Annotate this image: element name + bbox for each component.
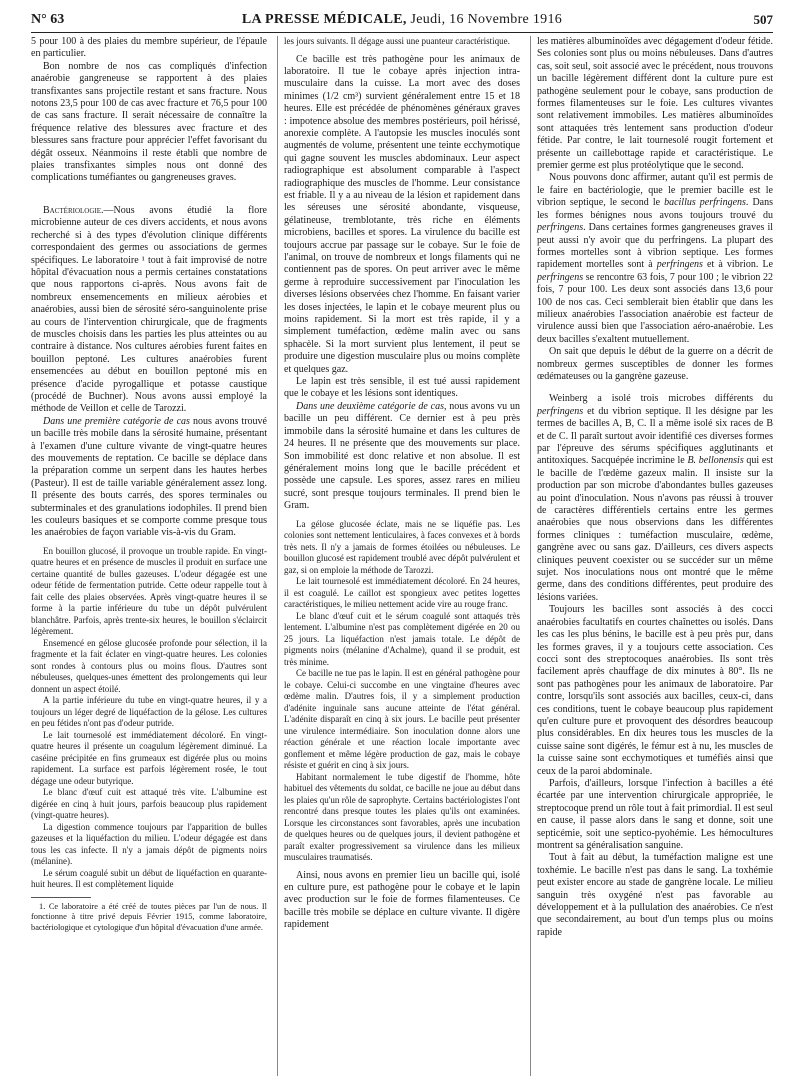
category-heading: Dans une première catégorie de cas	[43, 415, 190, 427]
species-name: perfringens	[537, 222, 584, 234]
paragraph-text: . Dans les formes bénignes nous avons toujours trouvé du	[537, 197, 773, 221]
paragraph: Le lapin est très sensible, il est tué aussi rapidement que le cobaye et les lésions sont identiques.	[284, 376, 520, 400]
paragraph-text: nous avons trouvé un bacille très mobile dans la sérosité humaine, présentant à l'examen d'une culture vivante de vingt-quatre heures des mouvements de reptation. Ce bacille se déplace dans la préparation comme un serpent dans les hautes herbes (Pasteur). Il est de taille variable généralement assez long. Il présente des bouts carrés, des spores terminales ou subterminales et des granulations iodophiles. Il prend bien les couleurs basiques et se comporte comme presque tous les anaérobies de façon variable vis-à-vis du Gram.	[31, 415, 267, 539]
paragraph-text: , nous avons vu un bacille un peu différent. Ce dernier est à peu près immobile dans la sérosité humaine et dans les cultures de 24 heures. Il ne présente que des mouvements sur place. Son immobilité est donc relative et non absolue. Il est généralement moins long que le bacille précédent et possède une capsule. Les spores, assez rares en milieu sucré, sont presque toujours terminales. Il prend bien le Gram.	[284, 400, 520, 512]
small-paragraph: Le blanc d'œuf cuit et le sérum coagulé sont attaqués très lentement. L'albumine n'est pas complètement digérée en 20 ou 25 jours. La liquéfaction n'est jamais totale. Le dépôt de pigments noirs (mélanine d'Achalme), quand il se produit, est très minime.	[284, 610, 520, 667]
category-heading: Dans une deuxième catégorie de cas	[296, 400, 444, 412]
paragraph	[31, 416, 267, 540]
small-paragraph: Ce bacille ne tue pas le lapin. Il est en général pathogène pour le cobaye. Celui-ci succombe en une vingtaine d'heures avec œdème malin. D'autres fois, il y a simplement production d'adénite inguinale sans aucune atteinte de l'état général. L'adénite disparaît en cinq à six jours. Le bacille peut présenter une virulence intermédiaire. Son inoculation donne alors une réaction générale et une réaction locale importante avec gonflement et même légère production de gaz, mais le cobaye résiste et guérit en cinq à six jours.	[284, 668, 520, 771]
paragraph	[537, 393, 773, 604]
issue-date: Jeudi, 16 Novembre 1916	[406, 12, 563, 27]
small-paragraph: A la partie inférieure du tube en vingt-quatre heures, il y a toujours un léger degré de liquéfaction de la gélose. Les cultures en peu fétides n'ont pas d'odeur putride.	[31, 695, 267, 729]
paragraph-text: —Nous avons étudié la flore microbienne auteur de ces divers accidents, et nous avons recherché si à des types d'évolution clinique différents correspondaient des germes ou associations de germes spécifiques. Le laboratoire ¹ tout à fait improvisé de notre hôpital d'évacuation nous a permis certaines constatations que nous rapportons ci-après. Nous avons fait de nombreux ensemencements en milieux aérobies et anaérobies, aussi bien de sérosité séro-sanguinolente prise au cours de l'intervention chirurgicale, que de fragments de muscles choisis dans les parties les plus atteintes ou au contraire à distance. Nos cultures aérobies furent faites en bouillon peptoné. Les cultures anaérobies furent ensemencées au début en bouillon peptoné mis en présence d'acide pyrogallique et potasse caustique (procédé de Buchner). Nous avons aussi employé la méthode de Veillon et celle de Tarozzi.	[31, 204, 267, 415]
small-paragraph: Habitant normalement le tube digestif de l'homme, hôte habituel des vêtements du soldat, ce bacille ne joue au début dans les plaies qu'un rôle de saprophyte. Certains bactériologistes l'ont rencontré dans presque toutes les plaies qu'ils ont examinées. Lorsque les circonstances sont favorables, après une incubation de quelques heures ou de quelques jours, il devient pathogène et paraît exalter progressivement sa virulence dans les milieux musculaires traumatisés.	[284, 771, 520, 863]
section-paragraph	[31, 205, 267, 416]
small-paragraph: les jours suivants. Il dégage aussi une puanteur caractéristique.	[284, 36, 510, 46]
paragraph: Toujours les bacilles sont associés à des cocci anaérobies facultatifs en courtes chaînettes ou isolés. Dans les cas les plus bénins, le bacille est à peu près pur, dans les formes graves, il y a toujours cette association. Ces cocci sont des streptocoques anaérobies. Ils sont très facilement après chauffage de dix minutes à 80°. Ils ne sont pas pathogènes pour les animaux de laboratoire. Par contre, lorsqu'ils sont associés aux bacilles, ceux-ci, dans ces conditions, tuent le cobaye beaucoup plus rapidement qu'en culture pure et provoquent des désordres beaucoup plus considérables. En dix heures tous les muscles de la cuisse saine sont digérés, le fémur est à nu, les muscles de la cuisse saine sont ecchymotiques et tuméfiés ainsi que ceux de la paroi abdominale.	[537, 604, 773, 777]
species-name: bacillus perfringens	[664, 197, 746, 209]
paragraph-text: Weinberg a isolé trois microbes différents du	[549, 393, 773, 405]
small-paragraph: En bouillon glucosé, il provoque un trouble rapide. En vingt-quatre heures et en présence de muscles il produit en surface une certaine quantité de bulles gazeuses. L'odeur dégagée est une odeur fétide de fermentation putride. Cette odeur rappelle tout à fait celle des plaies observées. Après vingt-quatre heures il se forme à la partie inférieure du tube un dépôt pulvérulent blanchâtre. Parfois, après trente-six heures, le bouillon s'éclaircit légèrement.	[31, 545, 267, 637]
paragraph: Parfois, d'ailleurs, lorsque l'infection à bacilles a été écartée par une intervention chirurgicale appropriée, le streptocoque prend un rôle tout à fait primordial. Il est seul en cause, il passe alors dans le sang et donne, soit une septicémie, soit une septico-pyohémie. Les hémocultures montrent sa généralisation sanguine.	[537, 777, 773, 851]
species-name: perfringens	[656, 259, 703, 271]
species-name: B. bellonensis	[687, 455, 744, 467]
paragraph: Ainsi, nous avons en premier lieu un bacille qui, isolé en culture pure, est pathogène pour le cobaye et le lapin avec production sur le foie de formes filamenteuses. Ce bacille très mobile se déplace en culture vivante. Il digère rapidement	[284, 869, 520, 931]
paragraph: On sait que depuis le début de la guerre on a décrit de nombreux germes susceptibles de donner les formes œdémateuses ou la gangrène gazeuse.	[537, 346, 773, 382]
column-3	[530, 36, 773, 1076]
paragraph-text: se rencontre 63 fois, 7 pour 100 ; le vibrion 22 fois, 7 pour 100. Les deux sont associés dans 13,6 pour 100 de nos cas. Ceci semblerait bien établir que dans les milieux anaérobies l'association anaérobie est facteur de virulence aussi bien que l'association aéro-anaérobie. Les deux bacilles s'exaltent mutuellement.	[537, 271, 773, 345]
column-2	[277, 36, 520, 1076]
page-number: 507	[753, 12, 773, 27]
spacer	[537, 383, 773, 393]
journal-name: LA PRESSE MÉDICALE,	[241, 12, 407, 27]
paragraph: 5 pour 100 à des plaies du membre supérieur, de l'épaule en particulier.	[31, 36, 267, 60]
paragraph-text: qui est le bacille de l'œdème gazeux malin. Il insiste sur la production par son microbe d'abondantes bulles gazeuses au point d'inoculation. Nous n'avons pas réussi à trouver de caractères différentiels certains entre les germes anaérobies que nous observions dans les différentes formes cliniques : tuméfaction musculaire, œdème, gangrène avec ou sans gaz. D'ailleurs, ces divers aspects cliniques peuvent coexister ou se succéder sur un même sujet. Nos inoculations nous ont montré que le même germe, dans des conditions différentes, peut produire des lésions variées.	[537, 455, 773, 603]
small-paragraph: Le lait tournesolé est immédiatement décoloré. En vingt-quatre heures il présente un coagulum légèrement diminué. La caséine précipitée en fins grumeaux est digérée plus ou moins rapidement. La surface est parfois légèrement rosée, le tout dégage une odeur butyrique.	[31, 729, 267, 786]
journal-title	[31, 12, 773, 28]
paragraph-text: et du vibrion septique. Il les désigne par les termes de bacilles A, B, C. Il a même isolé six races de B et de C. Il paraît surtout avoir identifié ces diverses formes par l'épreuve des sérums spécifiques agglutinants et antitoxiques. Sacquépée incrimine le	[537, 405, 773, 467]
page-header	[31, 10, 773, 33]
paragraph: les matières albuminoïdes avec dégagement d'odeur fétide. Ses colonies sont plus ou moins nébuleuses. Dans d'autres cas, soit seul, soit associé avec le précédent, nous trouvons un bacille légèrement différent dont la culture pure est pathogène seulement pour le cobaye, sans production de formes filamenteuses sur le foie. Les cultures vivantes sont relativement immobiles. Les matières albuminoïdes sont attaquées très lentement sans production d'odeur fétide. Par contre, le lait tournesolé rougit fortement et présente un caillebottage rapide et caractéristique. Le premier germe est plus protéolytique que le second.	[537, 36, 773, 172]
spacer	[31, 185, 267, 195]
paragraph: Bon nombre de nos cas compliqués d'infection anaérobie gangreneuse se rapportent à des plaies transfixantes sans projectile restant et sans fracture. Nous notons 23,5 pour 100 de cas avec fracture et 76,5 pour 100 de cas sans fracture. Il serait nécessaire de connaître la fréquence relative des blessures avec fracture et des blessures sans fracture pour apprécier l'effet favorisant du dégât osseux. Néanmoins il reste établi que nombre de plaies transfixantes simples nous ont donné des complications tuméfiantes ou gangreneuses graves.	[31, 60, 267, 184]
paragraph: Ce bacille est très pathogène pour les animaux de laboratoire. Il tue le cobaye après injection intra-musculaire dans la cuisse. La mort avec des doses minimes (1/2 cm³) survient généralement entre 15 et 18 heures. Elle est précédée de phénomènes généraux graves : impotence absolue des membres postérieurs, poil hérissé, anorexie complète. A l'autopsie les muscles inoculés sont augmentés de volume, présentent une teinte ecchymotique qui gagne souvent les muscles abdominaux. Leur aspect radiographique est absolument comparable à l'aspect radiographique des muscles de l'homme. Leur consistance est friable. Il y a au niveau de la lésion et rapidement dans les séreuses une sérosité abondante, visqueuse, gélatineuse, tremblotante, très riche en éléments microbiens, bacilles et spores. La virulence du bacille est toujours accrue par passage sur le cobaye. Sur le foie de l'animal, on trouve de nombreux et longs filaments qui ne contiennent pas de spores. On peut arriver avec le même germe à reproduire successivement par l'inoculation les diverses lésions observées chez l'homme. En faisant varier les doses injectées, le lapin et le cobaye meurent plus ou moins rapidement. Si la mort est très rapide, il y a simplement tuméfaction, œdème malin avec ou sans sphacèle. Si la mort survient plus lentement, il peut se produire une digestion musculaire plus ou moins complète et quelques gaz.	[284, 53, 520, 375]
species-name: perfringens	[537, 271, 584, 283]
text-columns	[31, 36, 773, 1076]
small-paragraph: Ensemencé en gélose glucosée profonde pour sélection, il la fragmente et la fait éclater en vingt-quatre heures. Les colonies sont rondes à contours plus ou moins flous. D'autres sont nébuleuses, quelques-unes émettent des prolongements qui leur donnent un aspect étoilé.	[31, 637, 267, 694]
footnote-rule	[31, 897, 91, 898]
footnote: 1. Ce laboratoire a été créé de toutes pièces par l'un de nous. Il fonctionne à titre privé depuis Février 1915, comme laboratoire, bactériologique et cytologique d'un hôpital d'évacuation d'une armée.	[31, 901, 267, 932]
paragraph-text: . Dans certaines formes gangreneuses graves il peut aussi n'y avoir que du perfringens. La plupart des formes mortelles sont à vibrion septique. Les formes rapidement mortelles sont à	[537, 222, 773, 271]
small-paragraph: Le blanc d'œuf cuit est attaqué très vite. L'albumine est digérée en cinq à huit jours, parfois beaucoup plus rapidement (vingt-quatre heures).	[31, 787, 267, 821]
spacer	[31, 195, 267, 205]
small-paragraph: La gélose glucosée éclate, mais ne se liquéfie pas. Les colonies sont nettement lenticulaires, à faces convexes et à bords très nets. Il n'y a jamais de formes étoilées ou nébuleuses. Le bouillon glucosé est rapidement troublé avec dépôt pulvérulent et gaz, si on emploie la méthode de Tarozzi.	[284, 518, 520, 575]
issue-number: N° 63	[31, 12, 65, 27]
paragraph-text: Nous pouvons donc affirmer, autant qu'il est permis de le faire en bactériologie, que le premier bacille est le vibrion septique, le second le	[537, 172, 773, 209]
paragraph-text: et à vibrion. Le	[702, 259, 773, 271]
paragraph	[284, 401, 520, 513]
small-paragraph: Le lait tournesolé est immédiatement décoloré. En 24 heures, il est coagulé. Le caillot est spongieux avec petites logettes caractéristiques, le milieu nettement acide vire au rouge franc.	[284, 576, 520, 610]
species-name: perfringens	[537, 405, 584, 417]
section-heading: Bactériologie.	[43, 204, 104, 216]
column-1	[31, 36, 267, 1076]
small-paragraph: Le sérum coagulé subit un début de liquéfaction en quarante-huit heures. Il est complètement liquide	[31, 867, 267, 890]
paragraph	[537, 172, 773, 346]
small-paragraph: La digestion commence toujours par l'apparition de bulles gazeuses et la liquéfaction du milieu. L'odeur dégagée est dans tous les cas infecte. Il n'y a jamais dépôt de pigments noirs (mélanine).	[31, 821, 267, 867]
paragraph: Tout à fait au début, la tuméfaction maligne est une toxhémie. Le bacille n'est pas dans le sang. La toxhémie peut exister encore au stade de gangrène locale. Le milieu sanguin très oxygéné n'est pas favorable au développement et à la pullulation des anaérobies. Ce n'est que secondairement, au bout d'un temps plus ou moins rapide	[537, 852, 773, 938]
